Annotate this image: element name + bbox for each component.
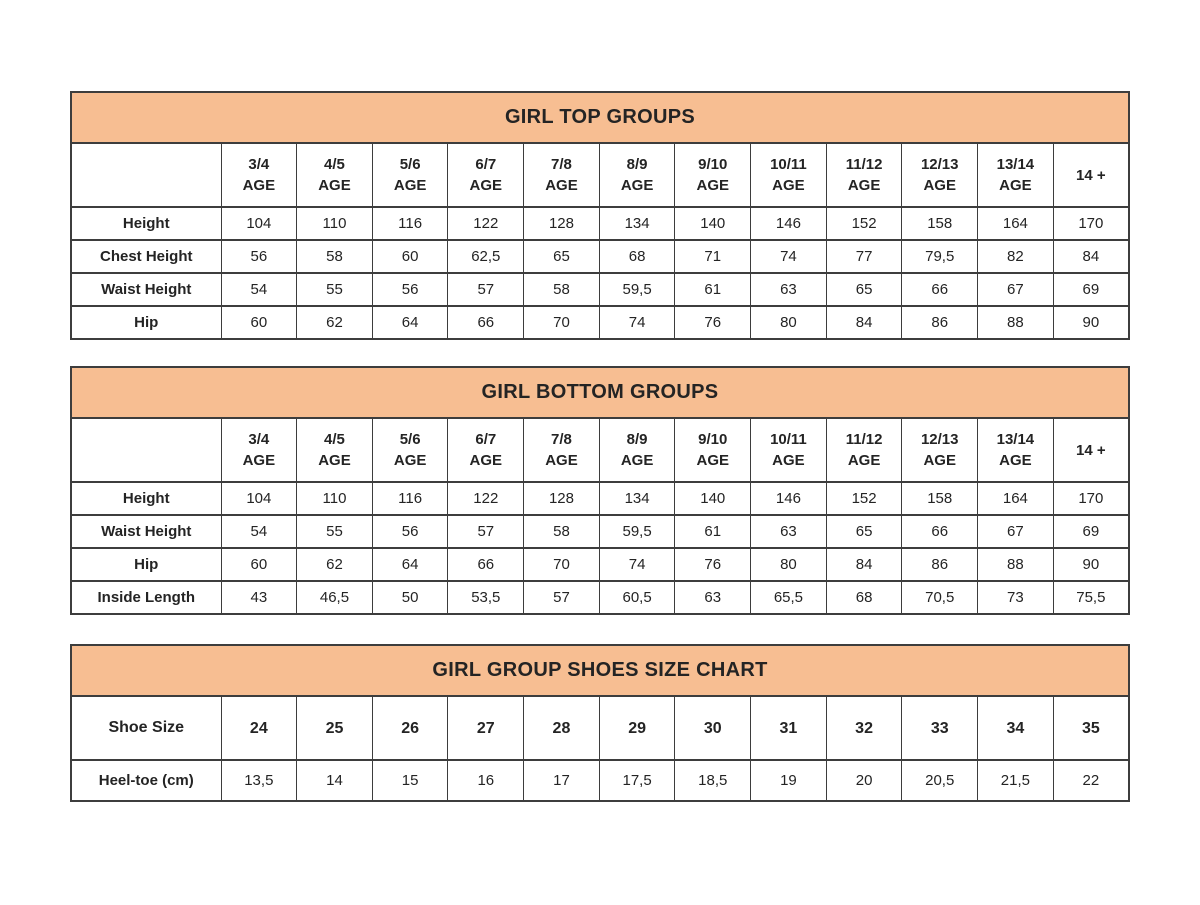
column-header-line: AGE: [393, 177, 427, 194]
column-header-line: 7/8: [551, 431, 572, 448]
row-label: Chest Height: [71, 240, 221, 273]
value-cell: 88: [978, 548, 1054, 581]
value-cell: 69: [1053, 273, 1129, 306]
value-cell: 56: [221, 240, 297, 273]
value-cell: 59,5: [599, 273, 675, 306]
column-header-line: 11/12: [845, 156, 883, 173]
column-header-row: [71, 143, 1129, 207]
table-row: [71, 207, 1129, 240]
column-header-line: 28: [552, 719, 571, 737]
value-cell: 75,5: [1053, 581, 1129, 614]
value-cell: 74: [751, 240, 827, 273]
column-header-line: 8/9: [626, 156, 648, 173]
column-header: [826, 696, 902, 760]
row-label: Hip: [71, 306, 221, 339]
column-header-line: AGE: [847, 452, 881, 469]
value-cell: 122: [448, 482, 524, 515]
table-row: [71, 273, 1129, 306]
value-cell: 66: [448, 306, 524, 339]
value-cell: 84: [826, 548, 902, 581]
column-header-line: 11/12: [845, 431, 883, 448]
column-header-line: AGE: [620, 177, 654, 194]
column-header-line: 26: [401, 719, 420, 737]
girl-bottom-groups-table: [70, 366, 1130, 615]
table-title-band: [71, 645, 1129, 696]
column-header-line: 27: [476, 719, 495, 737]
column-header-line: 3/4: [248, 156, 270, 173]
column-header: [524, 143, 600, 207]
column-header-line: 14 +: [1076, 166, 1106, 184]
column-header: [675, 143, 751, 207]
column-header-line: 34: [1006, 719, 1025, 737]
value-cell: 68: [826, 581, 902, 614]
column-header-row: [71, 418, 1129, 482]
column-header-line: AGE: [923, 452, 956, 469]
value-cell: 104: [221, 482, 297, 515]
row-label: Hip: [71, 548, 221, 581]
column-header: [751, 143, 827, 207]
column-header-line: AGE: [620, 452, 654, 469]
column-header: [902, 143, 978, 207]
value-cell: 14: [297, 760, 373, 801]
column-header-line: 12/13: [920, 156, 959, 173]
corner-label: Shoe Size: [71, 696, 221, 760]
table-row: [71, 581, 1129, 614]
value-cell: 16: [448, 760, 524, 801]
value-cell: 60,5: [599, 581, 675, 614]
value-cell: 110: [297, 207, 373, 240]
value-cell: 55: [297, 515, 373, 548]
column-header-line: 29: [628, 719, 646, 737]
value-cell: 152: [826, 482, 902, 515]
value-cell: 70,5: [902, 581, 978, 614]
value-cell: 164: [978, 482, 1054, 515]
column-header-line: 10/11: [770, 156, 807, 173]
value-cell: 60: [221, 306, 297, 339]
corner-label: [71, 143, 221, 207]
value-cell: 63: [675, 581, 751, 614]
column-header: [221, 418, 297, 482]
value-cell: 86: [902, 548, 978, 581]
table-title: GIRL TOP GROUPS: [71, 92, 1129, 143]
value-cell: 43: [221, 581, 297, 614]
value-cell: 122: [448, 207, 524, 240]
value-cell: 17: [524, 760, 600, 801]
row-label: Waist Height: [71, 515, 221, 548]
value-cell: 65: [826, 273, 902, 306]
column-header-line: AGE: [545, 177, 578, 194]
row-label: Height: [71, 482, 221, 515]
value-cell: 56: [372, 515, 448, 548]
column-header-line: AGE: [469, 452, 503, 469]
value-cell: 66: [448, 548, 524, 581]
value-cell: 116: [372, 482, 448, 515]
corner-label: [71, 418, 221, 482]
column-header: [599, 696, 675, 760]
table-row: [71, 482, 1129, 515]
value-cell: 54: [221, 273, 297, 306]
column-header: [448, 143, 524, 207]
value-cell: 76: [675, 306, 751, 339]
value-cell: 146: [751, 207, 827, 240]
column-header-line: 8/9: [626, 431, 648, 448]
table-title-band: [71, 367, 1129, 418]
value-cell: 128: [524, 482, 600, 515]
column-header: [297, 696, 373, 760]
table-title: GIRL BOTTOM GROUPS: [71, 367, 1129, 418]
column-header: [978, 418, 1054, 482]
column-header-line: 6/7: [475, 431, 497, 448]
column-header-line: AGE: [545, 452, 578, 469]
value-cell: 90: [1053, 306, 1129, 339]
value-cell: 71: [675, 240, 751, 273]
value-cell: 170: [1053, 207, 1129, 240]
column-header-line: 4/5: [324, 431, 345, 448]
value-cell: 170: [1053, 482, 1129, 515]
column-header: [826, 418, 902, 482]
row-label: Waist Height: [71, 273, 221, 306]
column-header-line: 9/10: [698, 431, 728, 448]
value-cell: 70: [524, 306, 600, 339]
column-header-line: 33: [930, 719, 949, 737]
column-header-line: 5/6: [399, 156, 421, 173]
value-cell: 140: [675, 207, 751, 240]
column-header-line: 35: [1081, 719, 1100, 737]
value-cell: 46,5: [297, 581, 373, 614]
value-cell: 65: [826, 515, 902, 548]
column-header: [675, 696, 751, 760]
value-cell: 61: [675, 273, 751, 306]
value-cell: 58: [524, 273, 600, 306]
column-header: [751, 696, 827, 760]
value-cell: 64: [372, 306, 448, 339]
column-header-line: AGE: [242, 177, 276, 194]
column-header: [978, 696, 1054, 760]
value-cell: 60: [221, 548, 297, 581]
value-cell: 146: [751, 482, 827, 515]
value-cell: 79,5: [902, 240, 978, 273]
girl-top-groups-table: [70, 91, 1130, 340]
column-header-line: AGE: [469, 177, 503, 194]
value-cell: 53,5: [448, 581, 524, 614]
value-cell: 158: [902, 207, 978, 240]
value-cell: 19: [751, 760, 827, 801]
column-header-line: AGE: [923, 177, 956, 194]
column-header: [751, 418, 827, 482]
column-header-line: AGE: [999, 177, 1032, 194]
value-cell: 74: [599, 548, 675, 581]
column-header: [372, 418, 448, 482]
column-header-line: AGE: [318, 452, 351, 469]
value-cell: 17,5: [599, 760, 675, 801]
value-cell: 140: [675, 482, 751, 515]
column-header-line: 32: [855, 719, 873, 737]
table-row: [71, 548, 1129, 581]
column-header-line: 13/14: [996, 156, 1035, 173]
column-header-line: 24: [249, 719, 268, 737]
value-cell: 74: [599, 306, 675, 339]
column-header: [599, 418, 675, 482]
table-title-band: [71, 92, 1129, 143]
column-header-line: AGE: [393, 452, 427, 469]
column-header: [448, 696, 524, 760]
column-header: [675, 418, 751, 482]
value-cell: 20: [826, 760, 902, 801]
value-cell: 134: [599, 482, 675, 515]
value-cell: 67: [978, 515, 1054, 548]
value-cell: 73: [978, 581, 1054, 614]
column-header-line: 10/11: [770, 431, 807, 448]
column-header: [297, 143, 373, 207]
value-cell: 110: [297, 482, 373, 515]
value-cell: 66: [902, 273, 978, 306]
value-cell: 134: [599, 207, 675, 240]
column-header-line: 7/8: [551, 156, 572, 173]
value-cell: 80: [751, 306, 827, 339]
value-cell: 64: [372, 548, 448, 581]
column-header: [1053, 696, 1129, 760]
column-header-row: [71, 696, 1129, 760]
row-label: Inside Length: [71, 581, 221, 614]
girl-group-shoes-size-chart-table: [70, 644, 1130, 802]
value-cell: 56: [372, 273, 448, 306]
value-cell: 69: [1053, 515, 1129, 548]
table-row: [71, 760, 1129, 801]
value-cell: 63: [751, 515, 827, 548]
column-header-line: AGE: [318, 177, 351, 194]
column-header-line: 6/7: [475, 156, 497, 173]
table-row: [71, 240, 1129, 273]
column-header-line: AGE: [696, 177, 730, 194]
column-header-line: 14 +: [1076, 441, 1106, 459]
column-header: [902, 418, 978, 482]
column-header: [902, 696, 978, 760]
value-cell: 62: [297, 548, 373, 581]
column-header: [978, 143, 1054, 207]
column-header: [372, 143, 448, 207]
value-cell: 22: [1053, 760, 1129, 801]
value-cell: 70: [524, 548, 600, 581]
value-cell: 54: [221, 515, 297, 548]
value-cell: 84: [1053, 240, 1129, 273]
value-cell: 63: [751, 273, 827, 306]
column-header-line: 31: [779, 719, 798, 737]
table-title: GIRL GROUP SHOES SIZE CHART: [71, 645, 1129, 696]
value-cell: 50: [372, 581, 448, 614]
value-cell: 58: [524, 515, 600, 548]
value-cell: 104: [221, 207, 297, 240]
value-cell: 62,5: [448, 240, 524, 273]
column-header-line: AGE: [242, 452, 276, 469]
column-header-line: AGE: [696, 452, 730, 469]
value-cell: 77: [826, 240, 902, 273]
value-cell: 57: [448, 273, 524, 306]
table-row: [71, 306, 1129, 339]
value-cell: 84: [826, 306, 902, 339]
column-header: [826, 143, 902, 207]
column-header-line: AGE: [772, 177, 805, 194]
column-header: [297, 418, 373, 482]
column-header-line: 3/4: [248, 431, 270, 448]
row-label: Height: [71, 207, 221, 240]
column-header-line: 5/6: [399, 431, 421, 448]
value-cell: 152: [826, 207, 902, 240]
column-header-line: 4/5: [324, 156, 345, 173]
value-cell: 55: [297, 273, 373, 306]
value-cell: 68: [599, 240, 675, 273]
value-cell: 164: [978, 207, 1054, 240]
value-cell: 57: [448, 515, 524, 548]
column-header: [1053, 143, 1129, 207]
value-cell: 59,5: [599, 515, 675, 548]
value-cell: 116: [372, 207, 448, 240]
column-header: [599, 143, 675, 207]
value-cell: 128: [524, 207, 600, 240]
value-cell: 65,5: [751, 581, 827, 614]
column-header: [1053, 418, 1129, 482]
column-header: [372, 696, 448, 760]
value-cell: 67: [978, 273, 1054, 306]
value-cell: 80: [751, 548, 827, 581]
value-cell: 57: [524, 581, 600, 614]
column-header: [524, 418, 600, 482]
value-cell: 66: [902, 515, 978, 548]
value-cell: 158: [902, 482, 978, 515]
column-header: [221, 696, 297, 760]
value-cell: 62: [297, 306, 373, 339]
column-header-line: 30: [703, 719, 722, 737]
table-row: [71, 515, 1129, 548]
value-cell: 90: [1053, 548, 1129, 581]
size-chart-sheet: [70, 91, 1130, 802]
value-cell: 13,5: [221, 760, 297, 801]
value-cell: 18,5: [675, 760, 751, 801]
column-header: [524, 696, 600, 760]
column-header-line: AGE: [772, 452, 805, 469]
value-cell: 76: [675, 548, 751, 581]
value-cell: 21,5: [978, 760, 1054, 801]
value-cell: 65: [524, 240, 600, 273]
value-cell: 61: [675, 515, 751, 548]
value-cell: 88: [978, 306, 1054, 339]
column-header-line: 13/14: [996, 431, 1035, 448]
value-cell: 60: [372, 240, 448, 273]
column-header: [221, 143, 297, 207]
column-header-line: 12/13: [920, 431, 959, 448]
value-cell: 15: [372, 760, 448, 801]
value-cell: 20,5: [902, 760, 978, 801]
value-cell: 58: [297, 240, 373, 273]
column-header-line: AGE: [999, 452, 1032, 469]
column-header-line: AGE: [847, 177, 881, 194]
value-cell: 86: [902, 306, 978, 339]
value-cell: 82: [978, 240, 1054, 273]
column-header: [448, 418, 524, 482]
row-label: Heel-toe (cm): [71, 760, 221, 801]
column-header-line: 25: [325, 719, 344, 737]
column-header-line: 9/10: [698, 156, 728, 173]
